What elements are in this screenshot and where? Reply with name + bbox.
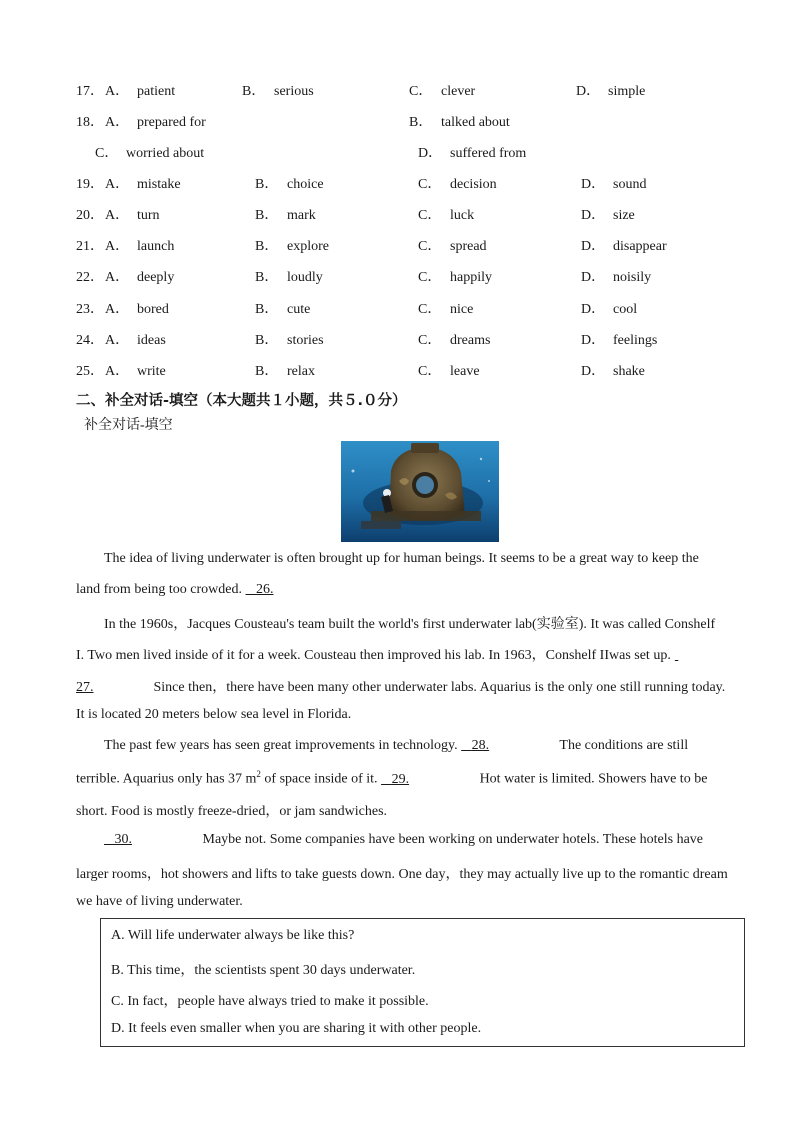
section-heading: 二、补全对话-填空（本大题共１小题，共５.０分） — [76, 393, 407, 409]
blank-27[interactable] — [76, 680, 150, 696]
option-b-text: explore — [287, 239, 329, 254]
option-a-label: A． — [105, 333, 130, 348]
option-d-label: D． — [581, 270, 606, 285]
text-run: of space inside of it. — [260, 771, 382, 787]
option-b-text: mark — [287, 208, 316, 223]
passage-p2-line3 — [76, 676, 725, 696]
text-run: Hot water is limited. Showers have to be — [476, 771, 708, 787]
option-c-label: C． — [418, 302, 442, 317]
option-b-label: B． — [255, 364, 279, 379]
passage-p1-line2 — [76, 582, 342, 598]
option-b-text: choice — [287, 177, 324, 192]
option-a-label: A． — [105, 115, 130, 130]
option-a-label: A． — [105, 302, 130, 317]
option-d-label: D． — [581, 302, 606, 317]
option-a-label: A． — [105, 239, 130, 254]
option-d-text: simple — [608, 84, 646, 99]
question-number: 23． — [76, 302, 104, 317]
text-run: land from being too crowded. — [76, 582, 246, 597]
option-b-text: serious — [274, 84, 314, 99]
option-b-text: cute — [287, 302, 311, 317]
blank-number: 29. — [391, 771, 410, 787]
option-d-label: D． — [581, 239, 606, 254]
option-b-label: B． — [255, 270, 279, 285]
option-b-label: B． — [255, 208, 279, 223]
choices-box — [100, 918, 745, 1047]
blank-number: 27. — [76, 680, 94, 695]
option-a-label: A． — [105, 84, 130, 99]
passage-p4-line1 — [104, 832, 703, 848]
option-b-text: loudly — [287, 270, 323, 285]
option-b-label: B． — [255, 302, 279, 317]
option-d-text: noisily — [613, 270, 652, 285]
superscript: 2 — [256, 769, 261, 779]
option-c-label: C． — [418, 208, 442, 223]
question-number: 22． — [76, 270, 104, 285]
passage-p2-line1: In the 1960s，Jacques Cousteau's team built the world's first underwater lab(实验室). It was called Conshelf — [104, 617, 716, 632]
passage-p1-line1: The idea of living underwater is often brought up for human beings. It seems to be a great way to keep the — [104, 551, 699, 566]
option-b-label: B． — [409, 115, 433, 130]
option-d-label: D． — [581, 364, 606, 379]
text-run: The conditions are still — [556, 738, 689, 753]
choice-b: B. This time，the scientists spent 30 days underwater. — [111, 963, 416, 978]
option-b-label: B． — [255, 239, 279, 254]
section-subheading: 补全对话-填空 — [84, 418, 173, 433]
option-a-text: ideas — [137, 333, 166, 348]
option-d-label: D． — [418, 146, 443, 161]
choice-c: C. In fact，people have always tried to make it possible. — [111, 994, 429, 1009]
option-a-text: write — [137, 364, 166, 379]
question-number: 20． — [76, 208, 104, 223]
option-a-text: turn — [137, 208, 160, 223]
text-run: Maybe not. Some companies have been working on underwater hotels. These hotels have — [199, 832, 703, 847]
option-d-label: D． — [581, 333, 606, 348]
option-d-text: suffered from — [450, 146, 527, 161]
option-d-text: sound — [613, 177, 647, 192]
option-c-text: clever — [441, 84, 476, 99]
underwater-lab-photo — [341, 441, 499, 542]
option-a-text: mistake — [137, 177, 181, 192]
option-c-text: leave — [450, 364, 480, 379]
option-d-label: D． — [576, 84, 601, 99]
option-a-text: bored — [137, 302, 169, 317]
text-run: The past few years has seen great improvements in technology. — [104, 738, 462, 753]
option-c-text: happily — [450, 270, 492, 285]
passage-p2-line2 — [76, 644, 693, 664]
option-c-label: C． — [418, 177, 442, 192]
option-c-label: C． — [418, 333, 442, 348]
blank-28[interactable] — [461, 738, 556, 754]
passage-p3-line2 — [76, 769, 707, 788]
option-a-text: deeply — [137, 270, 175, 285]
text-run: I. Two men lived inside of it for a week. Cousteau then improved his lab. In 1963，Conshelf IIwas set up. — [76, 648, 671, 663]
option-a-label: A． — [105, 270, 130, 285]
option-b-text: relax — [287, 364, 315, 379]
option-b-label: B． — [255, 333, 279, 348]
option-c-text: worried about — [126, 146, 205, 161]
option-a-label: A． — [105, 177, 130, 192]
option-c-label: C． — [418, 364, 442, 379]
option-c-label: C． — [418, 239, 442, 254]
passage-p4-line2: larger rooms，hot showers and lifts to take guests down. One day，they may actually live up to the romantic dream — [76, 867, 728, 882]
option-a-label: A． — [105, 364, 130, 379]
option-b-label: B． — [255, 177, 279, 192]
option-d-text: feelings — [613, 333, 658, 348]
option-d-label: D． — [581, 177, 606, 192]
text-run: Since then，there have been many other underwater labs. Aquarius is the only one still running today. — [150, 680, 726, 695]
question-number: 18． — [76, 115, 104, 130]
passage-p3-line3: short. Food is mostly freeze-dried，or jam sandwiches. — [76, 804, 388, 819]
passage-p2-line4: It is located 20 meters below sea level in Florida. — [76, 707, 352, 722]
option-c-text: luck — [450, 208, 475, 223]
option-c-label: C． — [409, 84, 433, 99]
option-b-text: stories — [287, 333, 324, 348]
blank-27-start[interactable] — [675, 648, 693, 664]
blank-30[interactable] — [104, 832, 199, 848]
option-c-text: decision — [450, 177, 497, 192]
option-c-label: C． — [418, 270, 442, 285]
choice-d: D. It feels even smaller when you are sharing it with other people. — [111, 1021, 482, 1036]
option-d-text: size — [613, 208, 635, 223]
option-c-text: nice — [450, 302, 474, 317]
text-run: terrible. Aquarius only has 37 m — [76, 771, 257, 787]
question-number: 17． — [76, 84, 104, 99]
option-a-text: launch — [137, 239, 175, 254]
blank-number: 30. — [114, 832, 132, 847]
passage-p3-line1 — [104, 738, 688, 754]
question-number: 24． — [76, 333, 104, 348]
option-c-label: C． — [95, 146, 119, 161]
option-c-text: dreams — [450, 333, 491, 348]
option-c-text: spread — [450, 239, 487, 254]
option-d-text: disappear — [613, 239, 667, 254]
passage-p4-line3: we have of living underwater. — [76, 894, 243, 909]
option-b-text: talked about — [441, 115, 510, 130]
option-a-label: A． — [105, 208, 130, 223]
option-a-text: prepared for — [137, 115, 206, 130]
option-d-text: cool — [613, 302, 638, 317]
question-number: 25． — [76, 364, 104, 379]
choice-a: A. Will life underwater always be like this? — [111, 928, 355, 943]
blank-26[interactable] — [246, 582, 342, 598]
question-number: 19． — [76, 177, 104, 192]
blank-number: 28. — [471, 738, 490, 753]
option-d-text: shake — [613, 364, 645, 379]
blank-number: 26. — [256, 582, 274, 597]
question-number: 21． — [76, 239, 104, 254]
option-d-label: D． — [581, 208, 606, 223]
blank-29[interactable] — [381, 772, 476, 788]
option-b-label: B． — [242, 84, 266, 99]
option-a-text: patient — [137, 84, 176, 99]
